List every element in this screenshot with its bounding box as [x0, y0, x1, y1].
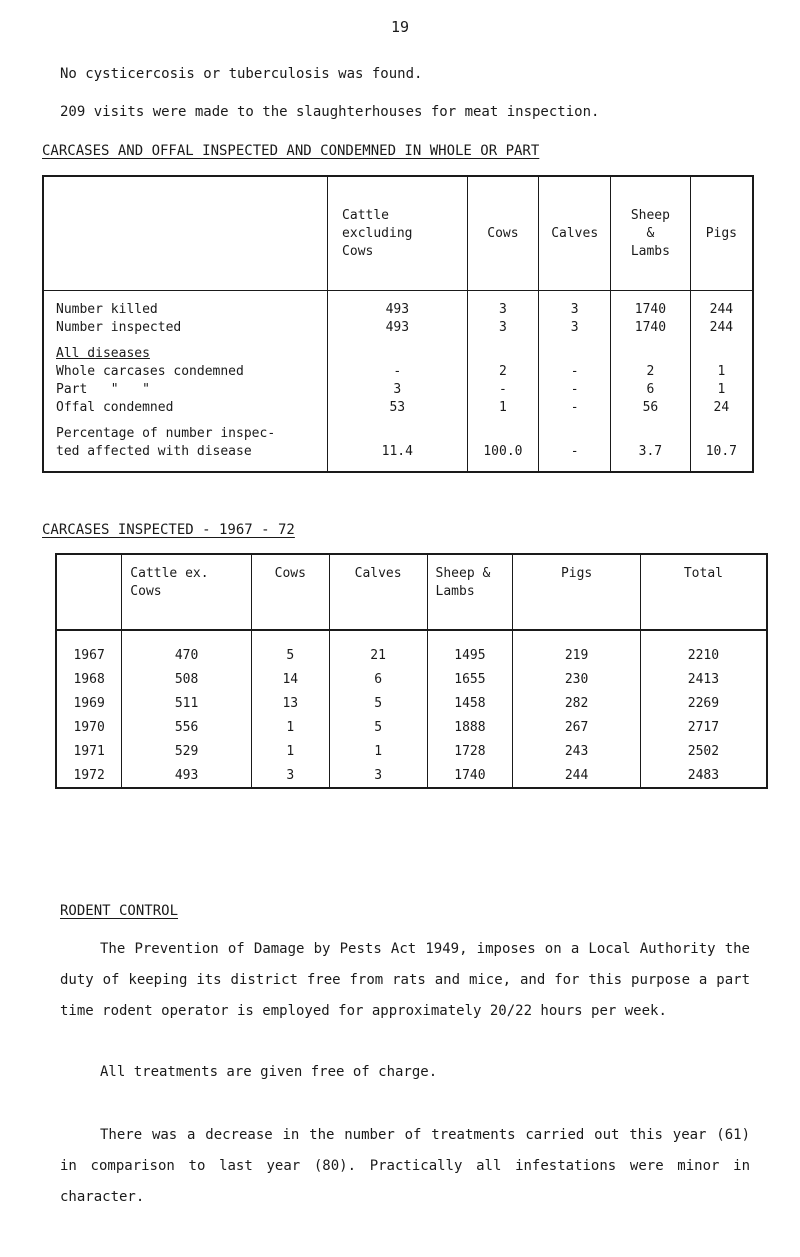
- table-cell: 3: [329, 763, 427, 788]
- table-cell: -: [539, 381, 611, 399]
- table-cell: 511: [122, 691, 252, 715]
- table-cell: 11.4: [328, 443, 468, 461]
- carcases-offal-table: [42, 175, 754, 473]
- table-cell: -: [467, 381, 539, 399]
- table-cell: 3: [467, 319, 539, 337]
- table-cell: 493: [328, 301, 468, 319]
- table-row: [56, 667, 767, 691]
- rodent-control-title: RODENT CONTROL: [60, 903, 179, 919]
- table-cell: 1888: [427, 715, 513, 739]
- table-row: [43, 319, 753, 337]
- table-cell: [539, 337, 611, 363]
- year-cell: 1969: [73, 695, 105, 711]
- column-header: Sheep & Lambs: [611, 176, 691, 291]
- column-header: [56, 554, 122, 630]
- intro-line-1: No cysticercosis or tuberculosis was found.: [60, 66, 423, 82]
- table-cell: 24: [690, 399, 753, 417]
- row-label: Part " ": [56, 382, 150, 397]
- column-header: Cows: [251, 554, 329, 630]
- table-cell: 2: [611, 363, 691, 381]
- table-row: [43, 337, 753, 363]
- table-cell: 56: [611, 399, 691, 417]
- table-cell: [328, 417, 468, 443]
- table-cell: -: [328, 363, 468, 381]
- table-cell: [328, 337, 468, 363]
- table-cell: -: [539, 363, 611, 381]
- table-cell: 3: [251, 763, 329, 788]
- table-cell: 244: [690, 319, 753, 337]
- table-cell: 2: [467, 363, 539, 381]
- table-cell: 5: [251, 630, 329, 667]
- rodent-paragraph-2: All treatments are given free of charge.: [100, 1064, 438, 1080]
- table-cell: 493: [328, 319, 468, 337]
- table-cell: 556: [122, 715, 252, 739]
- table-cell: [690, 417, 753, 443]
- table-cell: -: [539, 399, 611, 417]
- table-cell: 493: [122, 763, 252, 788]
- table-cell: 6: [329, 667, 427, 691]
- year-cell: 1970: [73, 719, 105, 735]
- table-cell: 10.7: [690, 443, 753, 461]
- table-row: [43, 363, 753, 381]
- table-row: [43, 443, 753, 461]
- table-cell: 267: [513, 715, 641, 739]
- table-row: [56, 739, 767, 763]
- table-cell: 3: [539, 301, 611, 319]
- table-row: [43, 301, 753, 319]
- table-cell: 243: [513, 739, 641, 763]
- table-cell: 100.0: [467, 443, 539, 461]
- row-label: Number inspected: [56, 320, 182, 335]
- table-cell: 1458: [427, 691, 513, 715]
- table-cell: 3.7: [611, 443, 691, 461]
- table-row: [56, 715, 767, 739]
- rodent-paragraph-1: The Prevention of Damage by Pests Act 1949, imposes on a Local Authority the duty of keeping its district free from rats and mice, and for this purpose a part time rodent operator is employed for approximately 20/22 hours per week.: [60, 941, 750, 1019]
- column-header: Cattle ex. Cows: [122, 554, 252, 630]
- year-cell: 1972: [73, 767, 105, 783]
- table-cell: 6: [611, 381, 691, 399]
- table-cell: 1: [467, 399, 539, 417]
- rodent-paragraph-3: There was a decrease in the number of treatments carried out this year (61) in comparison to last year (80). Practically all infestations were minor in character.: [60, 1127, 750, 1205]
- column-header: Sheep & Lambs: [427, 554, 513, 630]
- page-number: 19: [390, 18, 410, 36]
- table-cell: 470: [122, 630, 252, 667]
- table-row: [56, 763, 767, 788]
- table-cell: 244: [513, 763, 641, 788]
- table-cell: -: [539, 443, 611, 461]
- column-header: Cattle excluding Cows: [328, 176, 468, 291]
- table-cell: [611, 337, 691, 363]
- table-cell: [467, 337, 539, 363]
- table-cell: 5: [329, 691, 427, 715]
- table-cell: 1740: [611, 319, 691, 337]
- table-cell: [467, 417, 539, 443]
- table-cell: 3: [467, 301, 539, 319]
- table-row: [56, 630, 767, 667]
- table-cell: 2717: [640, 715, 767, 739]
- table-cell: [690, 337, 753, 363]
- table-row: [56, 691, 767, 715]
- table2-title: CARCASES INSPECTED - 1967 - 72: [42, 522, 295, 538]
- table-header-row: [56, 554, 767, 630]
- column-header: Cows: [467, 176, 539, 291]
- table-cell: 13: [251, 691, 329, 715]
- table-header-row: [43, 176, 753, 291]
- table-cell: 1740: [611, 301, 691, 319]
- table-cell: 230: [513, 667, 641, 691]
- row-label: Percentage of number inspec-: [56, 426, 276, 441]
- table-cell: [539, 417, 611, 443]
- table-cell: 5: [329, 715, 427, 739]
- table-cell: 3: [328, 381, 468, 399]
- table-cell: 2413: [640, 667, 767, 691]
- column-header: Pigs: [513, 554, 641, 630]
- table-cell: 1: [329, 739, 427, 763]
- column-header: Total: [640, 554, 767, 630]
- carcases-inspected-table: [55, 553, 768, 789]
- table-cell: 282: [513, 691, 641, 715]
- table-cell: 529: [122, 739, 252, 763]
- row-label: Offal condemned: [56, 400, 174, 415]
- table-cell: 14: [251, 667, 329, 691]
- table-cell: 1740: [427, 763, 513, 788]
- row-label: Whole carcases condemned: [56, 364, 244, 379]
- table-cell: 53: [328, 399, 468, 417]
- table-cell: 1728: [427, 739, 513, 763]
- table-cell: 1495: [427, 630, 513, 667]
- row-label: ted affected with disease: [56, 444, 252, 459]
- table-cell: 21: [329, 630, 427, 667]
- table-row: [43, 417, 753, 443]
- column-header: Calves: [329, 554, 427, 630]
- table1-title: CARCASES AND OFFAL INSPECTED AND CONDEMNED IN WHOLE OR PART: [42, 143, 540, 159]
- table-cell: 508: [122, 667, 252, 691]
- column-header: Pigs: [690, 176, 753, 291]
- year-cell: 1967: [73, 647, 105, 663]
- table-cell: 1: [251, 739, 329, 763]
- table-cell: 1: [690, 381, 753, 399]
- table-cell: 219: [513, 630, 641, 667]
- table-row: [43, 381, 753, 399]
- table-cell: 3: [539, 319, 611, 337]
- row-label: Number killed: [56, 302, 158, 317]
- table-cell: 1: [690, 363, 753, 381]
- row-label: All diseases: [56, 346, 150, 361]
- table-cell: 2483: [640, 763, 767, 788]
- table-cell: [611, 417, 691, 443]
- table-cell: 1655: [427, 667, 513, 691]
- table-cell: 1: [251, 715, 329, 739]
- table-cell: 2502: [640, 739, 767, 763]
- table-cell: 2210: [640, 630, 767, 667]
- table-cell: 2269: [640, 691, 767, 715]
- intro-line-2: 209 visits were made to the slaughterhouses for meat inspection.: [60, 104, 600, 120]
- year-cell: 1971: [73, 743, 105, 759]
- column-header: [43, 176, 328, 291]
- table-row: [43, 399, 753, 417]
- year-cell: 1968: [73, 671, 105, 687]
- table-cell: 244: [690, 301, 753, 319]
- column-header: Calves: [539, 176, 611, 291]
